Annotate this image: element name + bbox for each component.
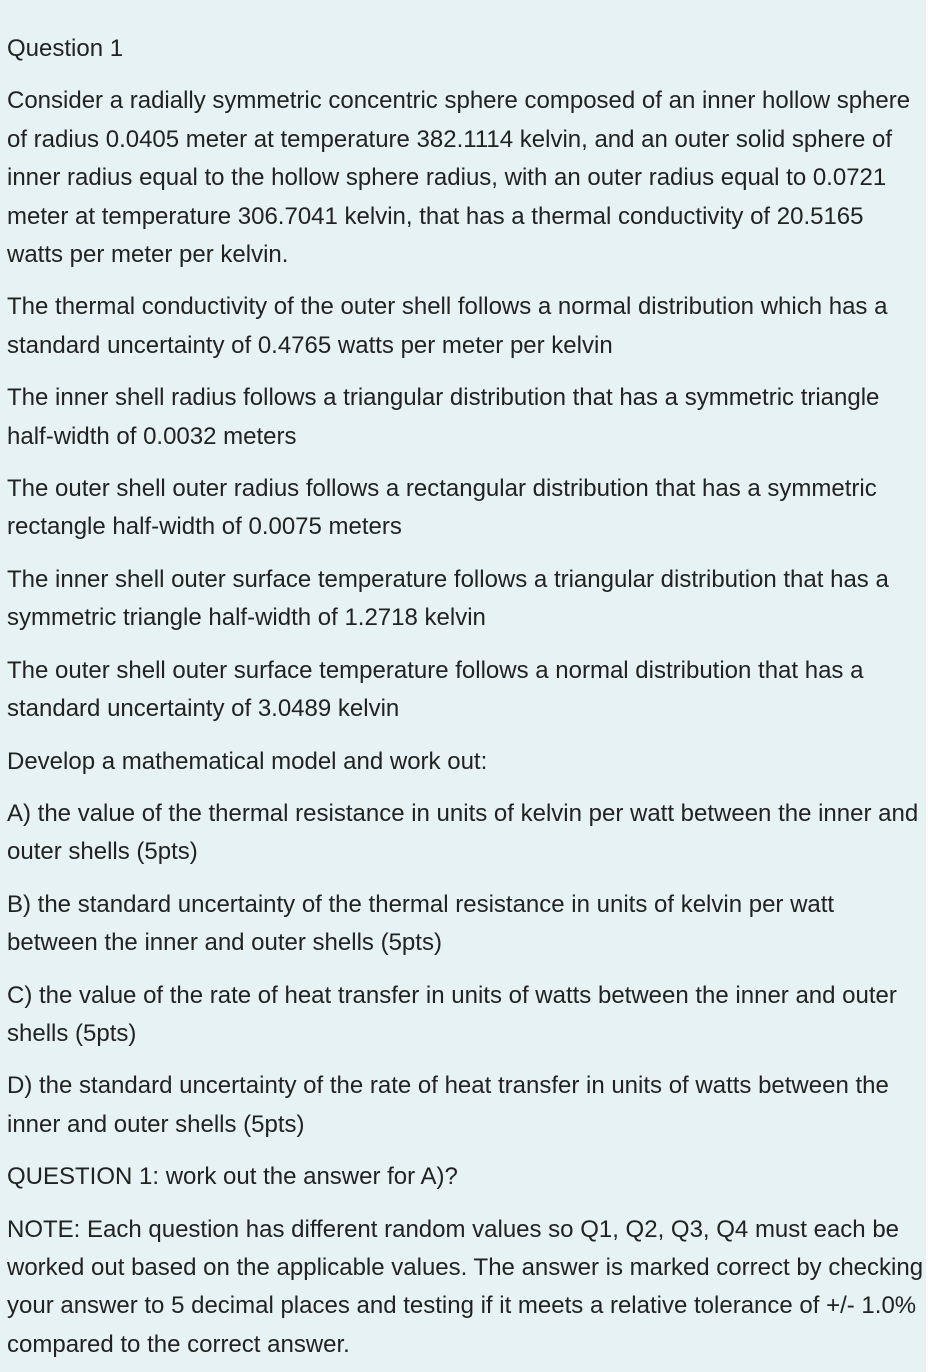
task-intro: Develop a mathematical model and work out: [7, 747, 488, 775]
outer-temperature-distribution: The outer shell outer surface temperature follows a normal distribution that has a standard uncertainty of 3.0489 kelvin [7, 656, 864, 723]
task-b: B) the standard uncertainty of the thermal resistance in units of kelvin per watt between the inner and outer shells (5pts) [7, 890, 835, 957]
task-d: D) the standard uncertainty of the rate of heat transfer in units of watts between the inner and outer shells (5pts) [7, 1072, 889, 1138]
outer-radius-distribution: The outer shell outer radius follows a rectangular distribution that has a symmetric rectangle half-width of 0.0075 meters [7, 475, 877, 541]
task-a: A) the value of the thermal resistance in units of kelvin per watt between the inner and outer shells (5pts) [7, 799, 919, 866]
problem-statement: Consider a radially symmetric concentric sphere composed of an inner hollow sphere of radius 0.0405 meter at temperature 382.1114 kelvin, and an outer solid sphere of inner radius equal to the hollow sphere radius, with an outer radius equal to 0.0721 meter at temperature 306.7041 kelvin, that has a thermal conductivity of 20.5165 watts per meter per kelvin. [7, 87, 911, 269]
inner-temperature-distribution: The inner shell outer surface temperature follows a triangular distribution that has a symmetric triangle half-width of 1.2718 kelvin [7, 565, 889, 632]
inner-radius-distribution: The inner shell radius follows a triangular distribution that has a symmetric triangle half-width of 0.0032 meters [7, 384, 880, 450]
question-title: Question 1 [7, 35, 124, 62]
question-prompt: QUESTION 1: work out the answer for A)? [7, 1163, 458, 1191]
grading-note: NOTE: Each question has different random values so Q1, Q2, Q3, Q4 must each be worked out based on the applicable values. The answer is marked correct by checking your answer to 5 decimal places and testing if it meets a relative tolerance of +/- 1.0% compared to the correct answer. [7, 1215, 924, 1358]
conductivity-distribution: The thermal conductivity of the outer shell follows a normal distribution which has a standard uncertainty of 0.4765 watts per meter per kelvin [7, 293, 888, 359]
task-c: C) the value of the rate of heat transfer in units of watts between the inner and outer shells (5pts) [7, 981, 897, 1047]
